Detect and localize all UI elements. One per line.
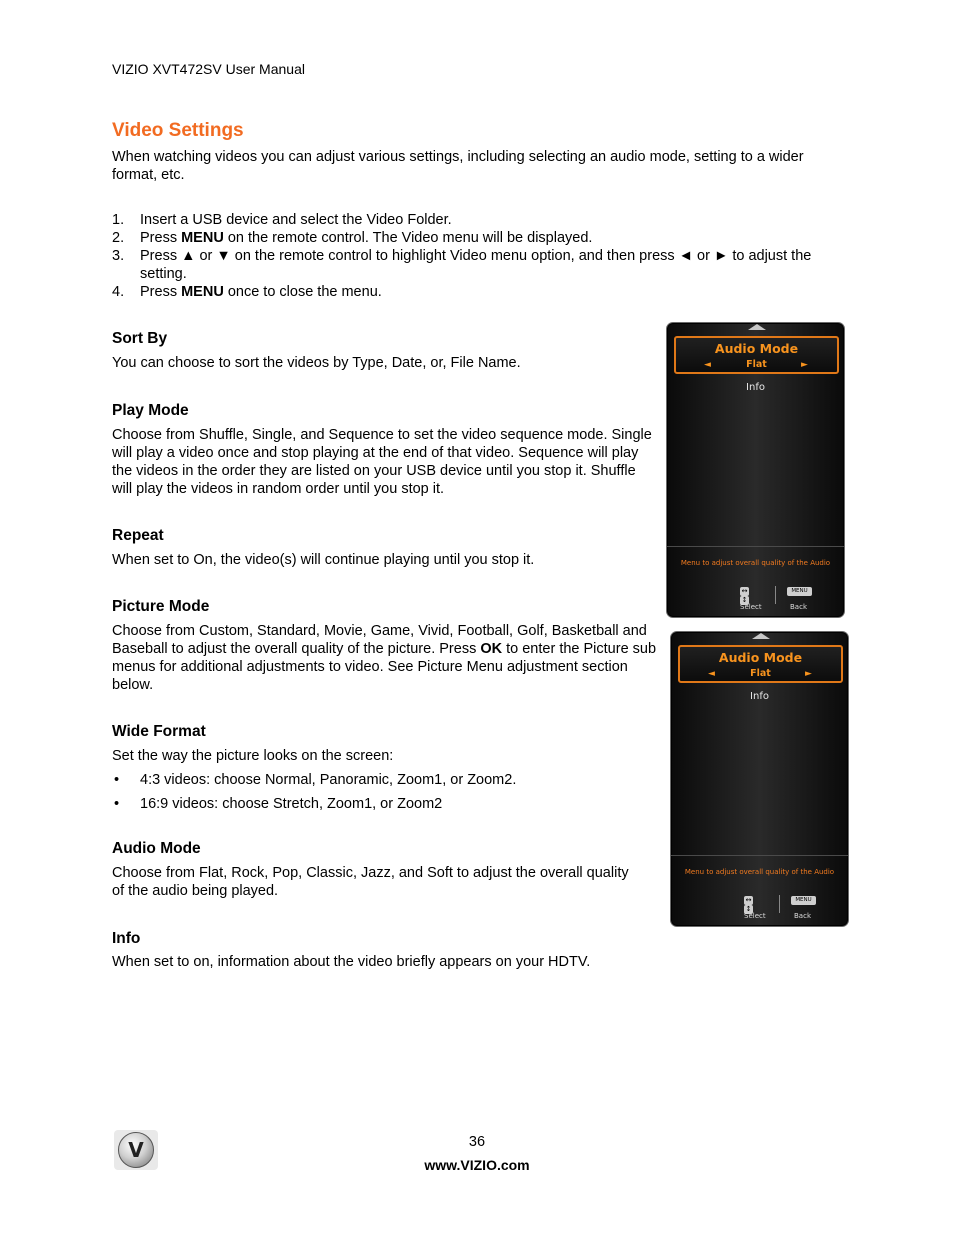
arrow-right-icon: ► — [801, 360, 808, 370]
button-separator — [775, 586, 776, 604]
step-item — [112, 247, 847, 283]
menu-help-text: Menu to adjust overall quality of the Audio — [684, 868, 835, 876]
document-header: VIZIO XVT472SV User Manual — [112, 61, 305, 77]
menu-help-text: Menu to adjust overall quality of the Audio — [680, 559, 831, 567]
button-separator — [779, 895, 780, 913]
picture-mode-ok-key: OK — [480, 641, 503, 657]
select-label: Select — [740, 603, 762, 611]
list-item: • 4:3 videos: choose Normal, Panoramic, Zoom1, or Zoom2. — [112, 771, 652, 789]
page-number: 36 — [468, 1134, 486, 1150]
repeat-heading: Repeat — [112, 527, 164, 544]
wide-format-list — [112, 771, 652, 819]
play-mode-heading: Play Mode — [112, 402, 189, 419]
wide-format-text: Set the way the picture looks on the screen: — [112, 748, 394, 764]
tv-menu-screenshot — [670, 631, 849, 927]
left-right-key-icon: ↔ — [745, 896, 752, 904]
picture-mode-text — [112, 622, 660, 694]
step-item — [112, 229, 847, 247]
audio-mode-heading: Audio Mode — [112, 840, 201, 857]
menu-item-title: Audio Mode — [718, 650, 803, 665]
step-item — [112, 283, 847, 301]
select-label: Select — [744, 912, 766, 920]
step-number: 4. — [112, 284, 125, 300]
up-down-key-icon: ↕ — [745, 905, 752, 913]
step-item — [112, 211, 847, 229]
menu-divider — [671, 855, 848, 856]
step-number: 2. — [112, 230, 125, 246]
menu-key-icon: MENU — [787, 587, 812, 596]
back-label: Back — [790, 603, 807, 611]
selected-menu-item — [678, 645, 843, 683]
repeat-text: When set to On, the video(s) will continue playing until you stop it. — [112, 552, 535, 568]
step-number: 3. — [112, 248, 125, 264]
back-label: Back — [794, 912, 811, 920]
step-text: Press — [140, 230, 182, 246]
menu-item-title: Audio Mode — [714, 341, 799, 356]
step-text: Press ▲ or ▼ on the remote control to highlight Video menu option, and then press ◄ or ► to adjust the setting. — [140, 248, 812, 282]
step-number: 1. — [112, 212, 125, 228]
play-mode-text: Choose from Shuffle, Single, and Sequence to set the video sequence mode. Single will play a video once and stop playing at the end of that video. Sequence will play the videos in the order they are listed on your USB device until you stop it. Shuffle will play the videos in random order until you stop it. — [112, 427, 652, 497]
section-title: Video Settings — [112, 120, 244, 141]
step-text: on the remote control. The Video menu will be displayed. — [223, 230, 593, 246]
up-down-key-icon: ↕ — [741, 596, 748, 604]
scroll-up-icon — [748, 324, 766, 330]
scroll-up-icon — [752, 633, 770, 639]
step-key: MENU — [181, 230, 224, 246]
list-item: • 16:9 videos: choose Stretch, Zoom1, or Zoom2 — [112, 795, 652, 813]
picture-mode-heading: Picture Mode — [112, 598, 210, 615]
menu-divider — [667, 546, 844, 547]
step-text: Press — [140, 284, 182, 300]
logo-emblem-icon: V — [118, 1132, 154, 1168]
intro-paragraph: When watching videos you can adjust various settings, including selecting an audio mode, setting to a wider format, etc. — [112, 149, 804, 183]
wide-format-heading: Wide Format — [112, 723, 206, 740]
audio-mode-text: Choose from Flat, Rock, Pop, Classic, Jazz, and Soft to adjust the overall quality of the audio being played. — [112, 865, 629, 899]
steps-list — [112, 211, 847, 301]
arrow-left-icon: ◄ — [704, 360, 711, 370]
info-text: When set to on, information about the video briefly appears on your HDTV. — [112, 954, 591, 970]
footer-url: www.VIZIO.com — [424, 1157, 530, 1173]
info-heading: Info — [112, 930, 141, 947]
menu-item-info: Info — [746, 382, 765, 393]
menu-key-icon: MENU — [791, 896, 816, 905]
sort-by-text: You can choose to sort the videos by Type, Date, or, File Name. — [112, 355, 521, 371]
selected-menu-item — [674, 336, 839, 374]
sort-by-heading: Sort By — [112, 330, 168, 347]
tv-menu-screenshot — [666, 322, 845, 618]
step-text: Insert a USB device and select the Video Folder. — [140, 212, 452, 228]
arrow-right-icon: ► — [805, 669, 812, 679]
step-key: MENU — [181, 284, 224, 300]
arrow-left-icon: ◄ — [708, 669, 715, 679]
picture-mode-text-part: to enter the Picture sub menus for additional adjustments to video. See Picture Menu adjustment section below. — [112, 641, 657, 693]
menu-item-value: Flat — [750, 668, 771, 679]
menu-item-value: Flat — [746, 359, 767, 370]
step-text: once to close the menu. — [223, 284, 382, 300]
left-right-key-icon: ↔ — [741, 587, 748, 595]
menu-item-info: Info — [750, 691, 769, 702]
picture-mode-text-part: Choose from Custom, Standard, Movie, Game, Vivid, Football, Golf, Basketball and Baseball to adjust the overall quality of the picture. Press — [112, 623, 647, 657]
